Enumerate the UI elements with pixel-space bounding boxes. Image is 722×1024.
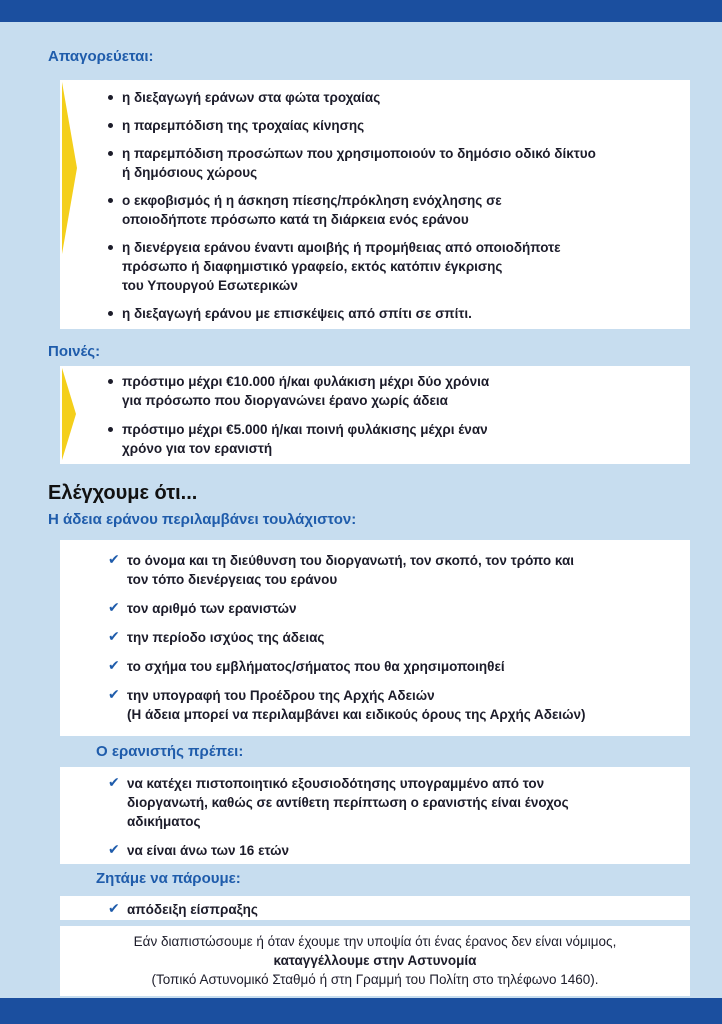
list-item	[60, 372, 690, 410]
prohibited-heading: Απαγορεύεται:	[48, 48, 154, 65]
item-text: η διενέργεια εράνου έναντι αμοιβής ή προμήθειας από οποιοδήποτε	[122, 240, 561, 255]
item-text: πρόσωπο ή διαφημιστικό γραφείο, εκτός κατόπιν έγκρισης	[122, 259, 503, 274]
receipt-list	[60, 896, 690, 920]
item-text: (Η άδεια μπορεί να περιλαμβάνει και ειδικούς όρους της Αρχής Αδειών)	[127, 707, 586, 722]
item-text: την περίοδο ισχύος της άδειας	[127, 630, 325, 645]
item-text: αδικήματος	[127, 814, 201, 829]
item-text: την υπογραφή του Προέδρου της Αρχής Αδειών	[127, 688, 435, 703]
bullet-icon	[108, 151, 113, 156]
list-item	[60, 304, 690, 323]
list-item	[60, 238, 690, 295]
list-item	[60, 144, 690, 182]
checkmark-icon	[108, 841, 120, 860]
checkmark-icon	[108, 657, 120, 676]
list-item	[60, 116, 690, 135]
bottom-bar	[0, 998, 722, 1024]
permit-list	[60, 540, 690, 736]
checkmark-icon	[108, 628, 120, 647]
list-item	[60, 551, 690, 589]
penalties-heading: Ποινές:	[48, 343, 101, 360]
bullet-icon	[108, 123, 113, 128]
item-text: πρόστιμο μέχρι €5.000 ή/και ποινή φυλάκισης μέχρι έναν	[122, 422, 488, 437]
item-text: η παρεμπόδιση προσώπων που χρησιμοποιούν το δημόσιο οδικό δίκτυο	[122, 146, 596, 161]
checkmark-icon	[108, 599, 120, 618]
list-item	[60, 774, 690, 831]
list-item	[60, 88, 690, 107]
prohibited-list	[60, 80, 690, 329]
permit-heading: Η άδεια εράνου περιλαμβάνει τουλάχιστον:	[48, 511, 357, 528]
item-text: η διεξαγωγή εράνου με επισκέψεις από σπίτι σε σπίτι.	[122, 306, 472, 321]
item-text: οποιοδήποτε πρόσωπο κατά τη διάρκεια ενός εράνου	[122, 212, 469, 227]
item-text: απόδειξη είσπραξης	[127, 902, 258, 917]
item-text: η παρεμπόδιση της τροχαίας κίνησης	[122, 118, 365, 133]
item-text: να κατέχει πιστοποιητικό εξουσιοδότησης υπογραμμένο από τον	[127, 776, 545, 791]
item-text: ο εκφοβισμός ή η άσκηση πίεσης/πρόκληση ενόχλησης σε	[122, 193, 502, 208]
checkmark-icon	[108, 900, 120, 919]
bullet-icon	[108, 427, 113, 432]
item-text: χρόνο για τον ερανιστή	[122, 441, 273, 456]
receipt-heading: Ζητάμε να πάρουμε:	[96, 870, 241, 887]
penalties-list	[60, 366, 690, 464]
list-item	[60, 420, 690, 458]
item-text: του Υπουργού Εσωτερικών	[122, 278, 298, 293]
bullet-icon	[108, 379, 113, 384]
item-text: ή δημόσιους χώρους	[122, 165, 258, 180]
collector-list	[60, 767, 690, 864]
item-text: να είναι άνω των 16 ετών	[127, 843, 290, 858]
item-text: πρόστιμο μέχρι €10.000 ή/και φυλάκιση μέχρι δύο χρόνια	[122, 374, 490, 389]
item-text: η διεξαγωγή εράνων στα φώτα τροχαίας	[122, 90, 381, 105]
bullet-icon	[108, 245, 113, 250]
list-item	[60, 841, 690, 860]
list-item	[60, 686, 690, 724]
report-emphasis: καταγγέλλουμε στην Αστυνομία	[273, 953, 477, 968]
checkmark-icon	[108, 686, 120, 705]
list-item	[60, 599, 690, 618]
report-line: (Τοπικό Αστυνομικό Σταθμό ή στη Γραμμή του Πολίτη στο τηλέφωνο 1460).	[151, 972, 599, 987]
bullet-icon	[108, 198, 113, 203]
item-text: το σχήμα του εμβλήματος/σήματος που θα χρησιμοποιηθεί	[127, 659, 505, 674]
top-bar	[0, 0, 722, 22]
report-notice	[60, 926, 690, 996]
list-item	[60, 657, 690, 676]
bullet-icon	[108, 311, 113, 316]
list-item	[60, 628, 690, 647]
item-text: διοργανωτή, καθώς σε αντίθετη περίπτωση ο ερανιστής είναι ένοχος	[127, 795, 569, 810]
list-item	[60, 191, 690, 229]
report-line: Εάν διαπιστώσουμε ή όταν έχουμε την υποψία ότι ένας έρανος δεν είναι νόμιμος,	[133, 934, 617, 949]
item-text: για πρόσωπο που διοργανώνει έρανο χωρίς άδεια	[122, 393, 448, 408]
list-item	[60, 900, 690, 919]
checkmark-icon	[108, 774, 120, 793]
collector-heading: Ο ερανιστής πρέπει:	[96, 743, 244, 760]
bullet-icon	[108, 95, 113, 100]
checks-title: Ελέγχουμε ότι...	[48, 482, 198, 504]
item-text: τον τόπο διενέργειας του εράνου	[127, 572, 338, 587]
item-text: τον αριθμό των ερανιστών	[127, 601, 297, 616]
item-text: το όνομα και τη διεύθυνση του διοργανωτή, τον σκοπό, τον τρόπο και	[127, 553, 575, 568]
checkmark-icon	[108, 551, 120, 570]
